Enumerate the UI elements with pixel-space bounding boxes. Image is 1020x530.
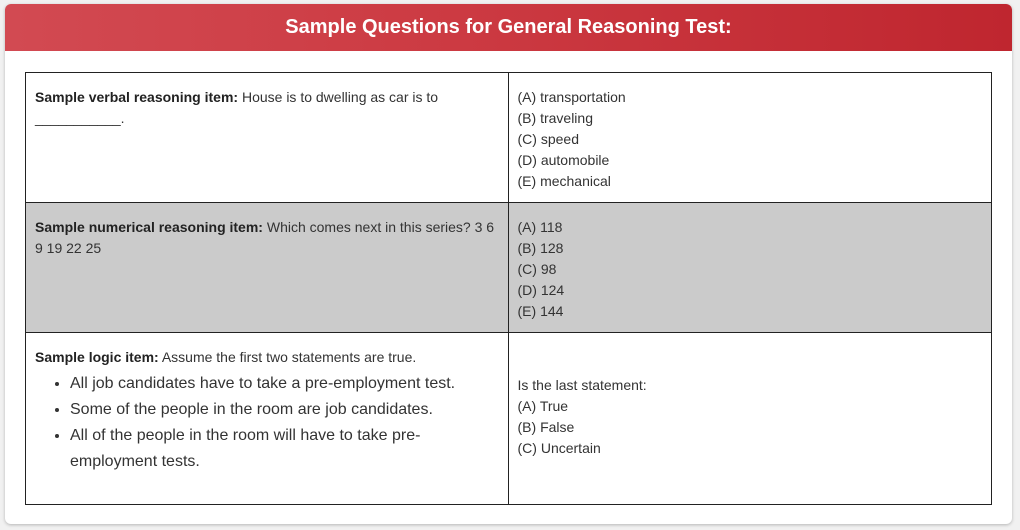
table-row-logic [26, 333, 992, 505]
questions-card [5, 4, 1012, 524]
page-title: Sample Questions for General Reasoning Test: [285, 16, 732, 38]
statement-item: • All of the people in the room will have to take pre-employment tests. [70, 423, 499, 475]
table-row-numerical [26, 203, 992, 333]
options-cell-logic [508, 333, 991, 505]
statement-item: • Some of the people in the room are job candidates. [70, 397, 499, 423]
header-banner [5, 4, 1012, 51]
options-cell-numerical [508, 203, 991, 333]
question-cell-logic [26, 333, 509, 505]
question-lead: Sample verbal reasoning item: [35, 89, 239, 105]
option-e: (E) 144 [517, 303, 564, 319]
questions-table [25, 72, 992, 505]
option-a: (A) 118 [517, 219, 563, 235]
question-lead: Sample numerical reasoning item: [35, 219, 263, 235]
answer-blank: ___________. [35, 110, 125, 126]
option-e: (E) mechanical [517, 173, 611, 189]
option-c: (C) 98 [517, 261, 557, 277]
option-d: (D) automobile [517, 152, 610, 168]
question-lead: Sample logic item: [35, 349, 159, 365]
question-cell-verbal [26, 73, 509, 203]
table-row-verbal [26, 73, 992, 203]
statement-item: • All job candidates have to take a pre-employment test. [70, 371, 499, 397]
option-d: (D) 124 [517, 282, 565, 298]
options-cell-verbal [508, 73, 991, 203]
question-text: Assume the first two statements are true. [158, 349, 417, 365]
option-a: (A) True [517, 397, 569, 414]
option-b: (B) False [517, 418, 575, 435]
option-b: (B) 128 [517, 240, 564, 256]
option-c: (C) Uncertain [517, 439, 601, 456]
statement-list [35, 371, 499, 475]
question-text: House is to dwelling as car is to [238, 89, 439, 105]
question-cell-numerical [26, 203, 509, 333]
option-a: (A) transportation [517, 89, 626, 105]
option-b: (B) traveling [517, 110, 593, 126]
question-prompt: Is the last statement: [517, 376, 647, 393]
question-text: Which comes next in this series? 3 6 9 19 22 25 [35, 219, 495, 256]
option-c: (C) speed [517, 131, 579, 147]
